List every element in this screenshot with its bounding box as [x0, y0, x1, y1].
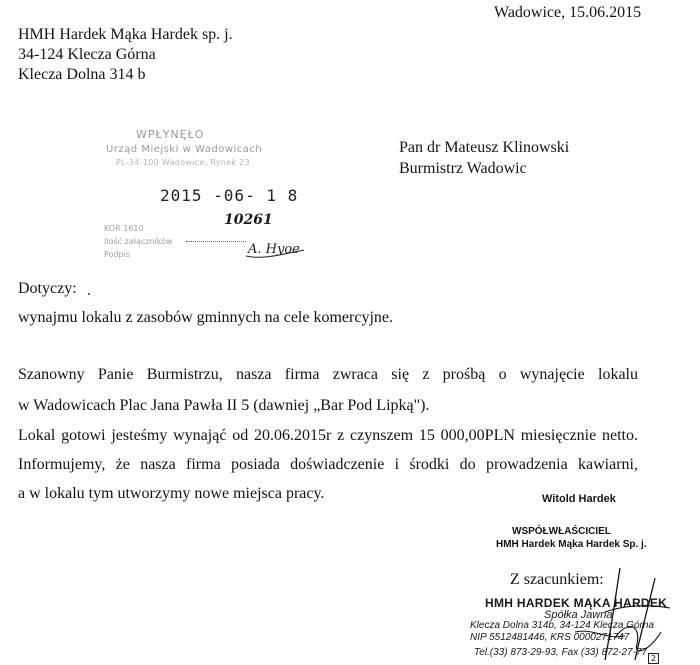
stray-dot: [88, 293, 90, 295]
sender-company: HMH Hardek Mąka Hardek sp. j.: [18, 26, 233, 43]
recipient-title: Burmistrz Wadowic: [399, 160, 527, 177]
company-stamp-name: HMH HARDEK MĄKA HARDEK: [485, 596, 668, 610]
stamp-date: 2015 -06- 1 8: [160, 186, 299, 205]
stamp-office: Urząd Miejski w Wadowicach: [106, 144, 263, 155]
subject-text: wynajmu lokalu z zasobów gminnych na cele komercyjne.: [18, 309, 393, 326]
body-line-2: w Wadowicach Plac Jana Pawła II 5 (dawniej „Bar Pod Lipką").: [18, 397, 430, 414]
stamp-reference-number: 10261: [224, 212, 273, 228]
subject-label: Dotyczy:: [18, 280, 77, 297]
recipient-name: Pan dr Mateusz Klinowski: [399, 139, 570, 156]
company-stamp-phone: Tel.(33) 873-29-93, Fax (33) 872-27-77: [474, 647, 648, 658]
stamp-attachments-label: Ilość załączników: [104, 237, 173, 246]
signer-name: Witold Hardek: [542, 493, 616, 505]
closing-salutation: Z szacunkiem:: [510, 571, 604, 588]
sender-postal: 34-124 Klecza Górna: [18, 46, 156, 63]
body-line-1: Szanowny Panie Burmistrzu, nasza firma zwraca się z prośbą o wynajęcie lokalu: [18, 366, 638, 383]
stamp-signature-label: Podpis: [104, 250, 130, 259]
signer-company: HMH Hardek Mąka Hardek Sp. j.: [496, 539, 647, 550]
page-badge: 2: [648, 653, 659, 664]
stamp-reference-label: KOR 1610: [104, 224, 144, 233]
handwritten-signature-icon: [455, 560, 700, 665]
stamp-signature: A. Hyoe: [248, 242, 300, 257]
stamp-office-address: PL-34-100 Wadowice, Rynek 23: [116, 158, 250, 167]
stamp-signature-underline-icon: [238, 234, 308, 264]
receipt-stamp: [98, 124, 300, 272]
company-stamp-type: Spółka Jawna: [544, 609, 613, 621]
signer-role: WSPÓŁWŁAŚCICIEL: [512, 526, 611, 537]
company-stamp-address: Klecza Dolna 314b, 34-124 Klecza Górna: [470, 620, 655, 631]
stamp-dotted-line: [186, 241, 246, 242]
company-stamp-ids: NIP 5512481446, KRS 0000271747: [470, 632, 630, 643]
sender-address: [18, 25, 233, 85]
letter-date: Wadowice, 15.06.2015: [494, 4, 642, 21]
body-line-4: Informujemy, że nasza firma posiada doświadczenie i środki do prowadzenia kawiarni,: [18, 456, 638, 473]
stamp-header: WPŁYNĘŁO: [136, 128, 205, 141]
body-line-3: Lokal gotowi jesteśmy wynająć od 20.06.2015r z czynszem 15 000,00PLN miesięcznie netto.: [18, 427, 638, 444]
recipient-address: [399, 137, 569, 179]
sender-street: Klecza Dolna 314 b: [18, 66, 146, 83]
body-line-5: a w lokalu tym utworzymy nowe miejsca pracy.: [18, 485, 325, 502]
